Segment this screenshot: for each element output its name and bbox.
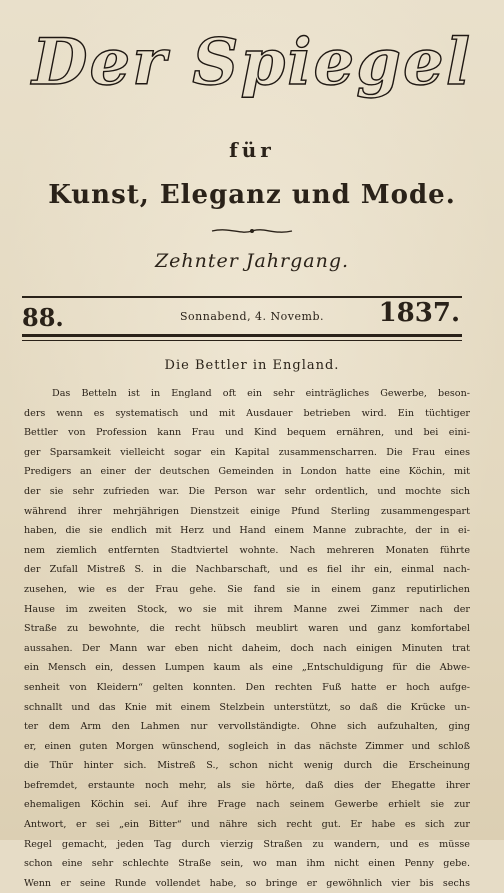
article-line: zusehen, wie es der Frau gehe. Sie fand sie in einem ganz reputirlichen	[24, 583, 470, 595]
volume-label: Zehnter Jahrgang.	[154, 250, 350, 272]
article-line: nem ziemlich entfernten Stadtviertel wohnte. Nach mehreren Monaten führte	[24, 544, 470, 556]
ornament-divider	[210, 226, 294, 236]
article-line: ein Mensch ein, dessen Lumpen kaum als eine „Entschuldigung für die Abwe-	[24, 662, 470, 674]
article-line: Das Betteln ist in England oft ein sehr einträgliches Gewerbe, beson-	[52, 388, 470, 399]
masthead-subtitle: Kunst, Eleganz und Mode.	[48, 180, 456, 210]
article-line: Hause im zweiten Stock, wo sie mit ihrem Manne zwei Zimmer nach der	[24, 603, 470, 615]
article-line: Predigers an einer der deutschen Gemeinden in London hatte eine Köchin, mit	[24, 466, 470, 478]
article-line: während ihrer mehrjährigen Dienstzeit einige Pfund Sterling zusammengespart	[24, 505, 470, 517]
article-line: Wenn er seine Runde vollendet habe, so bringe er gewöhnlich vier bis sechs	[24, 877, 470, 889]
article-line: ehemaligen Köchin sei. Auf ihre Frage nach seinem Gewerbe erhielt sie zur	[24, 799, 470, 811]
article-line: Straße zu bewohnte, die recht hübsch meublirt waren und ganz komfortabel	[24, 623, 470, 635]
masthead-fuer: für	[229, 138, 275, 162]
article-line: Regel gemacht, jeden Tag durch vierzig Straßen zu wandern, und es müsse	[24, 838, 470, 850]
article-line: befremdet, erstaunte noch mehr, als sie hörte, daß dies der Ehegatte ihrer	[24, 779, 470, 791]
article-line: ter dem Arm den Lahmen nur vervollständigte. Ohne sich aufzuhalten, ging	[24, 721, 470, 733]
article-title: Die Bettler in England.	[164, 358, 340, 373]
article-line: ders wenn es systematisch und mit Ausdauer betrieben wird. Ein tüchtiger	[24, 407, 470, 419]
article-line: Bettler von Profession kann Frau und Kind bequem ernähren, und bei eini-	[24, 427, 470, 439]
issue-year: 1837.	[378, 298, 460, 328]
article-line: aussahen. Der Mann war eben nicht daheim, doch nach einigen Minuten trat	[24, 642, 470, 654]
header-rule-thin	[22, 340, 462, 341]
issue-number: 88.	[22, 303, 64, 332]
header-rule-bottom	[22, 334, 462, 337]
article-line: der sie sehr zufrieden war. Die Person war sehr ordentlich, und mochte sich	[24, 485, 470, 497]
article-line: schnallt und das Knie mit einem Stelzbein unterstützt, so daß die Krücke un-	[24, 701, 470, 713]
article-line: die Thür hinter sich. Mistreß S., schon nicht wenig durch die Erscheinung	[24, 760, 470, 772]
masthead-title: Der Spiegel	[32, 25, 472, 100]
issue-date: Sonnabend, 4. Novemb.	[180, 310, 324, 323]
article-line: schon eine sehr schlechte Straße sein, wo man ihm nicht einen Penny gebe.	[24, 858, 470, 870]
article-line: er, einen guten Morgen wünschend, sogleich in das nächste Zimmer und schloß	[24, 740, 470, 752]
article-line: haben, die sie endlich mit Herz und Hand einem Manne zubrachte, der in ei-	[24, 525, 470, 537]
article-line: der Zufall Mistreß S. in die Nachbarschaft, und es fiel ihr ein, einmal nach-	[24, 564, 470, 576]
article-line: senheit von Kleidern“ gelten konnten. Den rechten Fuß hatte er hoch aufge-	[24, 681, 470, 693]
article-line: ger Sparsamkeit vielleicht sogar ein Kapital zusammenscharren. Die Frau eines	[24, 446, 470, 458]
article-line: Antwort, er sei „ein Bitter“ und nähre sich recht gut. Er habe es sich zur	[24, 819, 470, 831]
article-body	[24, 384, 470, 893]
